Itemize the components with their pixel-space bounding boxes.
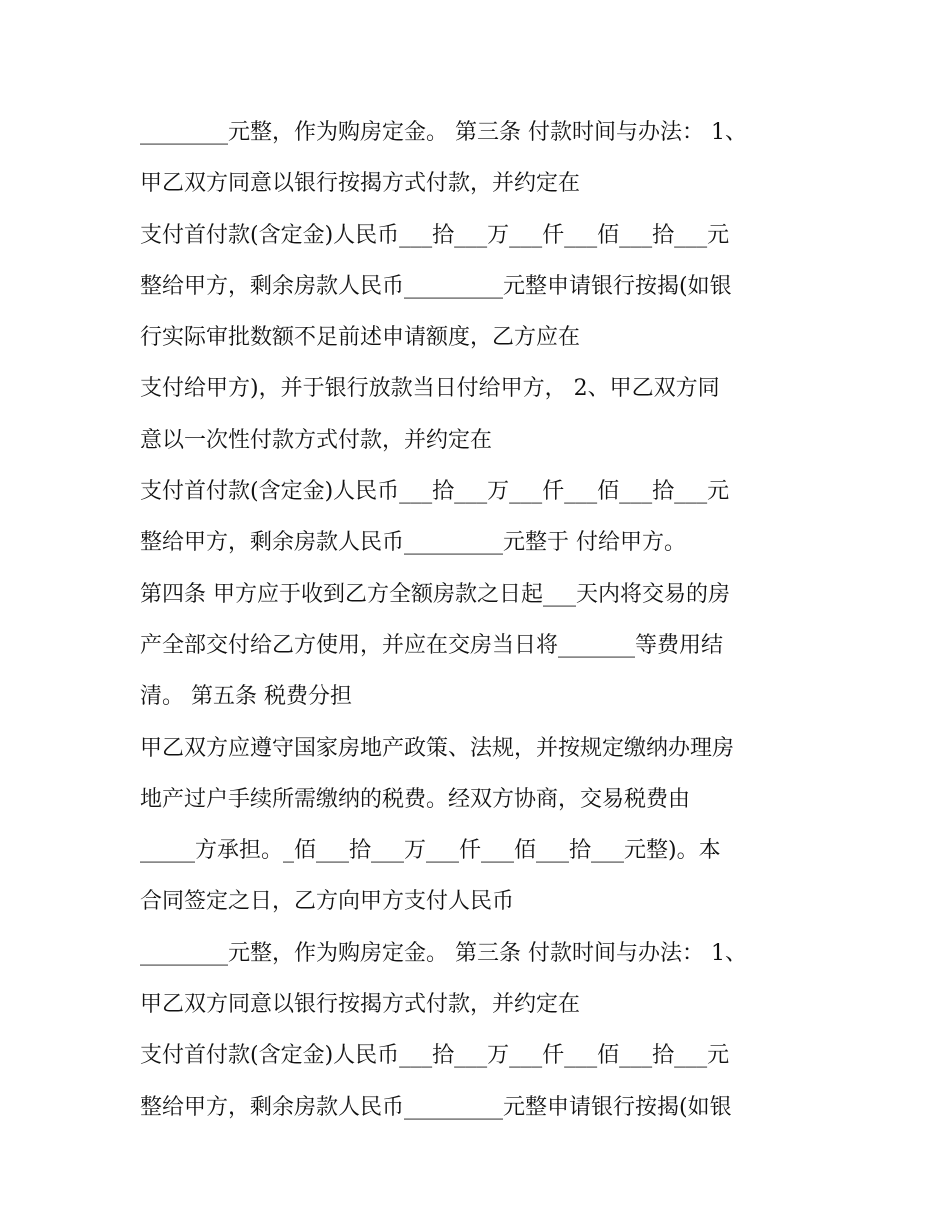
text-line: 整给甲方，剩余房款人民币_________元整申请银行按揭(如银 (140, 273, 732, 299)
text-line: 清。 第五条 税费分担 (140, 684, 352, 710)
text-line: 甲乙双方同意以银行按揭方式付款，并约定在 (140, 171, 581, 197)
text-line: 支付首付款(含定金)人民币___拾___万___仟___佰___拾___元 (140, 479, 730, 505)
text-line: 地产过户手续所需缴纳的税费。经双方协商，交易税费由 (140, 786, 691, 812)
text-line: 整给甲方，剩余房款人民币_________元整于 付给甲方。 (140, 530, 686, 556)
text-line: 第四条 甲方应于收到乙方全额房款之日起___天内将交易的房 (140, 581, 730, 607)
text-line: 行实际审批数额不足前述申请额度，乙方应在 (140, 325, 581, 351)
text-line: 支付首付款(含定金)人民币___拾___万___仟___佰___拾___元 (140, 1043, 730, 1069)
text-line: 甲乙双方同意以银行按揭方式付款，并约定在 (140, 992, 581, 1018)
text-line: 意以一次性付款方式付款，并约定在 (140, 427, 493, 453)
text-line: 合同签定之日，乙方向甲方支付人民币 (140, 889, 515, 915)
text-line: 整给甲方，剩余房款人民币_________元整申请银行按揭(如银 (140, 1094, 732, 1120)
document-body (140, 107, 820, 1133)
text-line: 产全部交付给乙方使用，并应在交房当日将_______等费用结 (140, 632, 724, 658)
text-line: 支付给甲方)，并于银行放款当日付给甲方， 2、甲乙双方同 (140, 376, 720, 402)
text-line: 支付首付款(含定金)人民币___拾___万___仟___佰___拾___元 (140, 222, 730, 248)
text-line: ________元整，作为购房定金。 第三条 付款时间与办法： 1、 (140, 940, 747, 966)
text-line: _____方承担。_佰___拾___万___仟___佰___拾___元整)。本 (140, 838, 721, 864)
text-line: ________元整，作为购房定金。 第三条 付款时间与办法： 1、 (140, 120, 747, 145)
text-line: 甲乙双方应遵守国家房地产政策、法规，并按规定缴纳办理房 (140, 735, 735, 761)
